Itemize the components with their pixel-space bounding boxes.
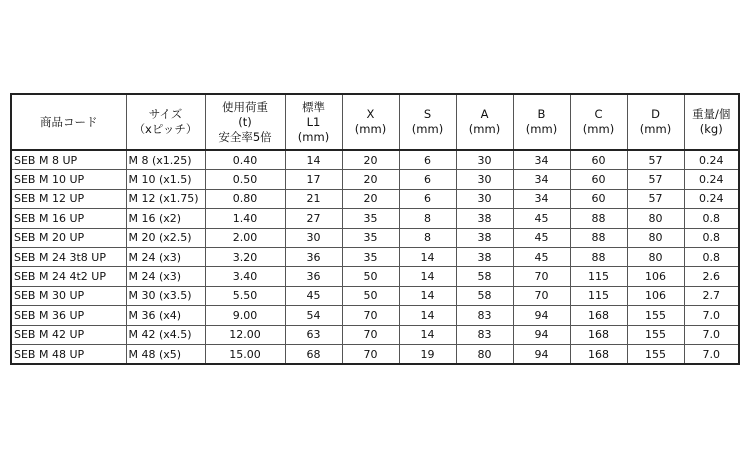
cell-s: 8 xyxy=(399,209,456,228)
column-header-a xyxy=(456,94,513,150)
column-header-l1 xyxy=(285,94,342,150)
cell-weight: 0.8 xyxy=(684,228,739,247)
cell-d: 155 xyxy=(627,344,684,364)
cell-x: 50 xyxy=(342,267,399,286)
cell-d: 80 xyxy=(627,228,684,247)
table-row xyxy=(11,344,739,364)
cell-l1: 68 xyxy=(285,344,342,364)
spec-table xyxy=(10,93,740,365)
cell-s: 14 xyxy=(399,247,456,266)
cell-b: 34 xyxy=(513,150,570,170)
cell-weight: 0.24 xyxy=(684,189,739,208)
table-row xyxy=(11,267,739,286)
column-header-line: 重量/個 xyxy=(692,107,731,121)
cell-load: 0.40 xyxy=(205,150,285,170)
cell-size: M 24 (x3) xyxy=(126,247,205,266)
cell-load: 5.50 xyxy=(205,286,285,305)
table-row xyxy=(11,228,739,247)
cell-a: 38 xyxy=(456,247,513,266)
cell-c: 60 xyxy=(570,189,627,208)
cell-load: 12.00 xyxy=(205,325,285,344)
cell-weight: 0.8 xyxy=(684,247,739,266)
cell-size: M 20 (x2.5) xyxy=(126,228,205,247)
column-header-line: (mm) xyxy=(468,122,501,136)
column-header-d xyxy=(627,94,684,150)
cell-b: 94 xyxy=(513,344,570,364)
cell-code: SEB M 8 UP xyxy=(11,150,126,170)
table-row xyxy=(11,325,739,344)
cell-x: 35 xyxy=(342,209,399,228)
cell-l1: 17 xyxy=(285,170,342,189)
cell-weight: 0.24 xyxy=(684,170,739,189)
cell-s: 14 xyxy=(399,325,456,344)
cell-weight: 7.0 xyxy=(684,325,739,344)
cell-b: 94 xyxy=(513,325,570,344)
table-header-row xyxy=(11,94,739,150)
cell-code: SEB M 10 UP xyxy=(11,170,126,189)
cell-a: 83 xyxy=(456,306,513,325)
cell-code: SEB M 30 UP xyxy=(11,286,126,305)
column-header-line: (kg) xyxy=(699,122,723,136)
cell-d: 80 xyxy=(627,247,684,266)
cell-a: 30 xyxy=(456,189,513,208)
cell-c: 115 xyxy=(570,267,627,286)
column-header-line: (mm) xyxy=(525,122,558,136)
cell-size: M 8 (x1.25) xyxy=(126,150,205,170)
column-header-line: B xyxy=(537,107,546,121)
cell-b: 94 xyxy=(513,306,570,325)
column-header-weight xyxy=(684,94,739,150)
cell-a: 30 xyxy=(456,150,513,170)
column-header-line: X xyxy=(366,107,375,121)
cell-a: 38 xyxy=(456,209,513,228)
cell-d: 57 xyxy=(627,150,684,170)
cell-l1: 14 xyxy=(285,150,342,170)
column-header-line: 使用荷重 xyxy=(222,99,268,114)
cell-s: 6 xyxy=(399,189,456,208)
cell-code: SEB M 24 4t2 UP xyxy=(11,267,126,286)
column-header-line: （xピッチ） xyxy=(133,122,198,136)
cell-s: 6 xyxy=(399,150,456,170)
column-header-line: (mm) xyxy=(582,122,615,136)
column-header-line: D xyxy=(651,107,660,121)
cell-code: SEB M 20 UP xyxy=(11,228,126,247)
cell-size: M 10 (x1.5) xyxy=(126,170,205,189)
cell-weight: 2.6 xyxy=(684,267,739,286)
cell-x: 35 xyxy=(342,247,399,266)
cell-x: 20 xyxy=(342,150,399,170)
cell-b: 70 xyxy=(513,286,570,305)
cell-x: 50 xyxy=(342,286,399,305)
table-row xyxy=(11,170,739,189)
cell-d: 57 xyxy=(627,189,684,208)
cell-d: 106 xyxy=(627,267,684,286)
cell-a: 38 xyxy=(456,228,513,247)
column-header-line: (mm) xyxy=(639,122,672,136)
cell-c: 168 xyxy=(570,325,627,344)
cell-x: 20 xyxy=(342,170,399,189)
column-header-code xyxy=(11,94,126,150)
cell-b: 45 xyxy=(513,209,570,228)
cell-x: 70 xyxy=(342,344,399,364)
cell-b: 34 xyxy=(513,170,570,189)
column-header-line: L1 xyxy=(306,114,321,129)
cell-load: 15.00 xyxy=(205,344,285,364)
cell-s: 8 xyxy=(399,228,456,247)
cell-l1: 63 xyxy=(285,325,342,344)
cell-l1: 36 xyxy=(285,247,342,266)
cell-load: 9.00 xyxy=(205,306,285,325)
cell-d: 57 xyxy=(627,170,684,189)
cell-weight: 2.7 xyxy=(684,286,739,305)
cell-code: SEB M 16 UP xyxy=(11,209,126,228)
cell-size: M 16 (x2) xyxy=(126,209,205,228)
cell-a: 80 xyxy=(456,344,513,364)
cell-load: 2.00 xyxy=(205,228,285,247)
column-header-size xyxy=(126,94,205,150)
cell-d: 80 xyxy=(627,209,684,228)
cell-c: 168 xyxy=(570,306,627,325)
cell-load: 0.80 xyxy=(205,189,285,208)
cell-x: 35 xyxy=(342,228,399,247)
cell-l1: 45 xyxy=(285,286,342,305)
column-header-line: (mm) xyxy=(411,122,444,136)
cell-c: 88 xyxy=(570,209,627,228)
cell-l1: 21 xyxy=(285,189,342,208)
cell-c: 88 xyxy=(570,228,627,247)
column-header-line: 標準 xyxy=(302,99,325,114)
column-header-line: (mm) xyxy=(297,129,330,144)
table-row xyxy=(11,286,739,305)
cell-load: 0.50 xyxy=(205,170,285,189)
cell-b: 45 xyxy=(513,228,570,247)
cell-d: 155 xyxy=(627,306,684,325)
column-header-line: サイズ xyxy=(148,107,183,121)
column-header-line: S xyxy=(423,107,432,121)
cell-size: M 30 (x3.5) xyxy=(126,286,205,305)
cell-a: 58 xyxy=(456,267,513,286)
cell-weight: 7.0 xyxy=(684,344,739,364)
cell-l1: 30 xyxy=(285,228,342,247)
table-body xyxy=(11,150,739,364)
cell-s: 6 xyxy=(399,170,456,189)
cell-code: SEB M 12 UP xyxy=(11,189,126,208)
cell-d: 106 xyxy=(627,286,684,305)
cell-code: SEB M 42 UP xyxy=(11,325,126,344)
cell-a: 30 xyxy=(456,170,513,189)
cell-code: SEB M 24 3t8 UP xyxy=(11,247,126,266)
cell-l1: 54 xyxy=(285,306,342,325)
table-row xyxy=(11,189,739,208)
cell-weight: 0.8 xyxy=(684,209,739,228)
column-header-line: C xyxy=(594,107,603,121)
table-row xyxy=(11,306,739,325)
cell-b: 70 xyxy=(513,267,570,286)
table-row xyxy=(11,150,739,170)
column-header-line: 商品コード xyxy=(40,114,98,129)
cell-size: M 36 (x4) xyxy=(126,306,205,325)
cell-s: 14 xyxy=(399,306,456,325)
cell-s: 19 xyxy=(399,344,456,364)
table-row xyxy=(11,247,739,266)
cell-b: 45 xyxy=(513,247,570,266)
cell-x: 70 xyxy=(342,325,399,344)
cell-b: 34 xyxy=(513,189,570,208)
cell-c: 88 xyxy=(570,247,627,266)
column-header-load xyxy=(205,94,285,150)
cell-c: 115 xyxy=(570,286,627,305)
column-header-line: (t) xyxy=(238,114,252,129)
table-row xyxy=(11,209,739,228)
cell-s: 14 xyxy=(399,286,456,305)
cell-code: SEB M 48 UP xyxy=(11,344,126,364)
column-header-line: (mm) xyxy=(354,122,387,136)
column-header-c xyxy=(570,94,627,150)
cell-l1: 27 xyxy=(285,209,342,228)
cell-size: M 48 (x5) xyxy=(126,344,205,364)
column-header-line: A xyxy=(480,107,489,121)
cell-code: SEB M 36 UP xyxy=(11,306,126,325)
cell-c: 60 xyxy=(570,150,627,170)
cell-a: 83 xyxy=(456,325,513,344)
cell-c: 60 xyxy=(570,170,627,189)
cell-s: 14 xyxy=(399,267,456,286)
cell-weight: 7.0 xyxy=(684,306,739,325)
cell-load: 3.40 xyxy=(205,267,285,286)
cell-weight: 0.24 xyxy=(684,150,739,170)
cell-x: 70 xyxy=(342,306,399,325)
cell-size: M 12 (x1.75) xyxy=(126,189,205,208)
column-header-b xyxy=(513,94,570,150)
cell-c: 168 xyxy=(570,344,627,364)
cell-l1: 36 xyxy=(285,267,342,286)
cell-d: 155 xyxy=(627,325,684,344)
cell-a: 58 xyxy=(456,286,513,305)
cell-size: M 24 (x3) xyxy=(126,267,205,286)
column-header-line: 安全率5倍 xyxy=(218,129,272,144)
cell-load: 1.40 xyxy=(205,209,285,228)
cell-load: 3.20 xyxy=(205,247,285,266)
cell-size: M 42 (x4.5) xyxy=(126,325,205,344)
column-header-s xyxy=(399,94,456,150)
cell-x: 20 xyxy=(342,189,399,208)
column-header-x xyxy=(342,94,399,150)
